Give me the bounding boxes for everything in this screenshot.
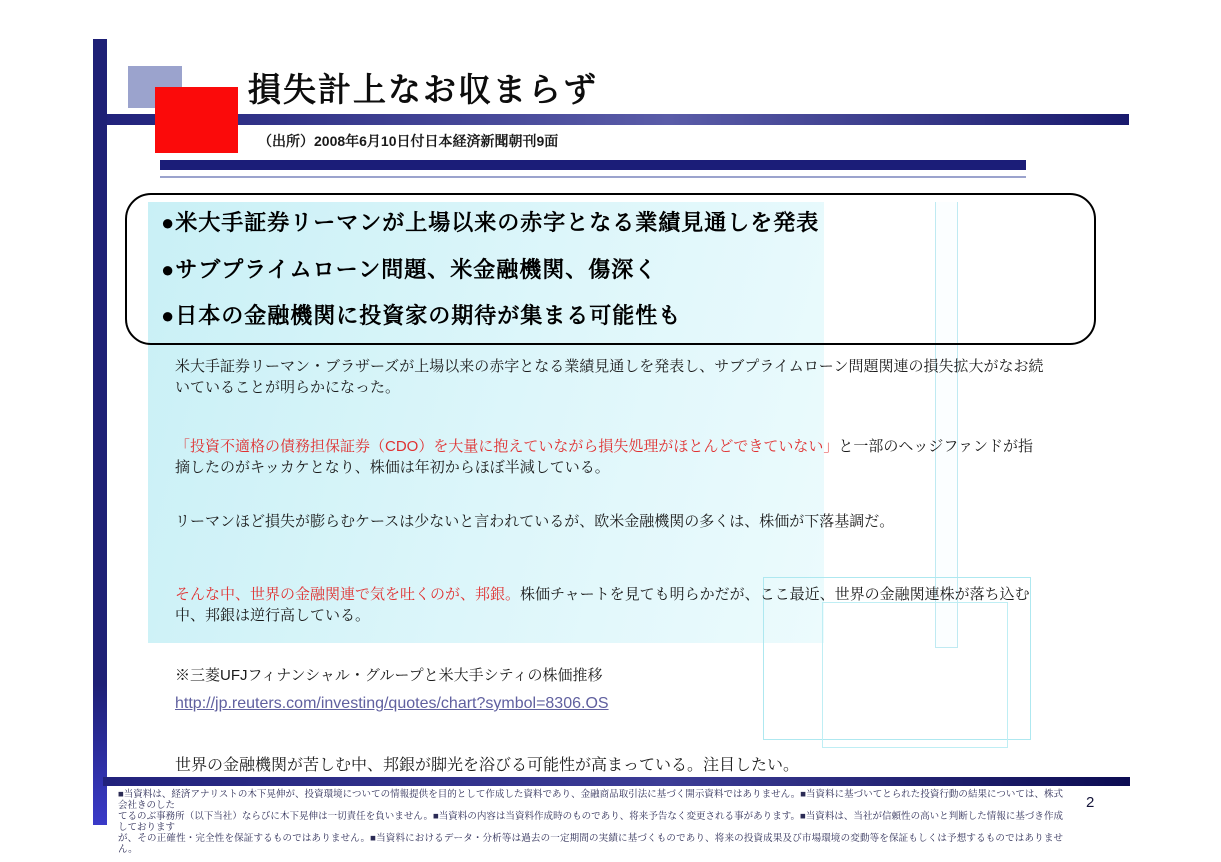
footer-disclaimer [118, 790, 1063, 856]
paragraph-red-segment: 「投資不適格の債務担保証券（CDO）を大量に抱えていながら損失処理がほとんどできていない」 [175, 438, 839, 455]
disclaimer-line: ■当資料は、経済アナリストの木下晃伸が、投資環境についての情報提供を目的として作成した資料であり、金融商品取引法に基づく開示資料ではありません。■当資料に基づいてとられた投資行動の結果については、株式会社きのした [118, 790, 1063, 811]
paragraph-black-segment: 米大手証券リーマン・ブラザーズが上場以来の赤字となる業績見通しを発表し、サブプライムローン問題関連の損失拡大がなお続いていることが明らかになった。 [175, 358, 1044, 396]
chart-note: ※三菱UFJフィナンシャル・グループと米大手シティの株価推移 [175, 667, 603, 684]
page-title: 損失計上なお収まらず [248, 71, 598, 108]
footer-divider-bar [103, 777, 1130, 786]
headline-box [125, 193, 1096, 345]
paragraph-black-segment: と一部のヘッジファンドが指摘したのがキッカケとなり、株価は年初からほぼ半減している。 [175, 438, 1034, 476]
page-number: 2 [1086, 794, 1095, 811]
paragraph-red-segment: そんな中、世界の金融関連で気を吐くのが、邦銀。 [175, 586, 521, 603]
body-paragraph [175, 584, 1045, 626]
paragraph-black-segment: リーマンほど損失が膨らむケースは少ないと言われているが、欧米金融機関の多くは、株価が下落基調だ。 [175, 513, 895, 530]
source-underline-bar [160, 160, 1026, 170]
title-underline-bar [107, 114, 1129, 125]
red-square-decoration [155, 87, 238, 153]
reuters-link-line [175, 695, 609, 713]
headline-bullet: ●日本の金融機関に投資家の期待が集まる可能性も [161, 303, 682, 328]
headline-bullet: ●米大手証券リーマンが上場以来の赤字となる業績見通しを発表 [161, 210, 820, 235]
body-paragraph [175, 356, 1045, 398]
paragraph-black-segment: 株価チャートを見ても明らかだが、ここ最近、世界の金融関連株が落ち込む中、邦銀は逆行高している。 [175, 586, 1030, 624]
body-paragraph [175, 511, 1045, 532]
source-thin-line [160, 176, 1026, 178]
body-paragraph [175, 436, 1045, 478]
source-citation: （出所）2008年6月10日付日本経済新聞朝刊9面 [258, 133, 559, 149]
disclaimer-line: てるのぶ事務所（以下当社）ならびに木下晃伸は一切責任を負いません。■当資料の内容は当資料作成時のものであり、将来予告なく変更される事があります。■当資料は、当社が信頼性の高いと判断した情報に基づき作成しております [118, 812, 1063, 833]
reuters-chart-link[interactable]: http://jp.reuters.com/investing/quotes/chart?symbol=8306.OS [175, 695, 609, 712]
closing-remark: 世界の金融機関が苦しむ中、邦銀が脚光を浴びる可能性が高まっている。注目したい。 [175, 757, 800, 774]
disclaimer-line: が、その正確性・完全性を保証するものではありません。■当資料におけるデータ・分析等は過去の一定期間の実績に基づくものであり、将来の投資成果及び市場環境の変動等を保証もしくは予想するものではありません。 [118, 834, 1063, 855]
headline-bullet: ●サブプライムローン問題、米金融機関、傷深く [161, 256, 658, 282]
left-vertical-bar [93, 39, 107, 825]
